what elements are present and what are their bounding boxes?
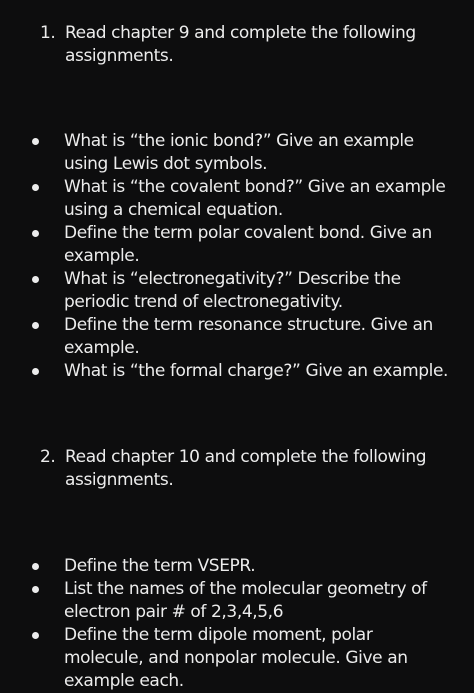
section-2-text: Read chapter 10 and complete the following assignments. <box>65 447 427 490</box>
bullet-text: What is “the formal charge?” Give an example. <box>64 361 449 381</box>
bullet-text: What is “the ionic bond?” Give an example using Lewis dot symbols. <box>64 131 414 174</box>
bullet-icon <box>32 322 39 329</box>
bullet-icon <box>32 632 39 639</box>
bullet-text: Define the term VSEPR. <box>64 556 256 576</box>
bullet-icon <box>32 368 39 375</box>
bullet-text: What is “the covalent bond?” Give an example using a chemical equation. <box>64 177 446 220</box>
list-item <box>30 578 450 624</box>
section-1-number: 1. <box>40 23 56 43</box>
bullet-text: What is “electronegativity?” Describe the periodic trend of electronegativity. <box>64 269 401 312</box>
bullet-icon <box>32 184 39 191</box>
section-2-heading <box>40 446 450 492</box>
section-1-text: Read chapter 9 and complete the following assignments. <box>65 23 416 66</box>
section-2-bullet-list <box>30 555 450 693</box>
list-item <box>30 624 450 693</box>
bullet-icon <box>32 563 39 570</box>
bullet-icon <box>32 276 39 283</box>
list-item <box>30 176 450 222</box>
bullet-icon <box>32 230 39 237</box>
list-item <box>30 222 450 268</box>
bullet-text: List the names of the molecular geometry of electron pair # of 2,3,4,5,6 <box>64 579 427 622</box>
section-1-heading <box>40 22 450 68</box>
bullet-text: Define the term polar covalent bond. Give an example. <box>64 223 432 266</box>
bullet-text: Define the term dipole moment, polar molecule, and nonpolar molecule. Give an example each. <box>64 625 408 691</box>
list-item <box>30 268 450 314</box>
list-item <box>30 130 450 176</box>
bullet-text: Define the term resonance structure. Give an example. <box>64 315 433 358</box>
bullet-icon <box>32 138 39 145</box>
list-item <box>30 360 450 383</box>
list-item <box>30 555 450 578</box>
list-item <box>30 314 450 360</box>
section-2-number: 2. <box>40 447 56 467</box>
section-1-bullet-list <box>30 130 450 383</box>
bullet-icon <box>32 586 39 593</box>
